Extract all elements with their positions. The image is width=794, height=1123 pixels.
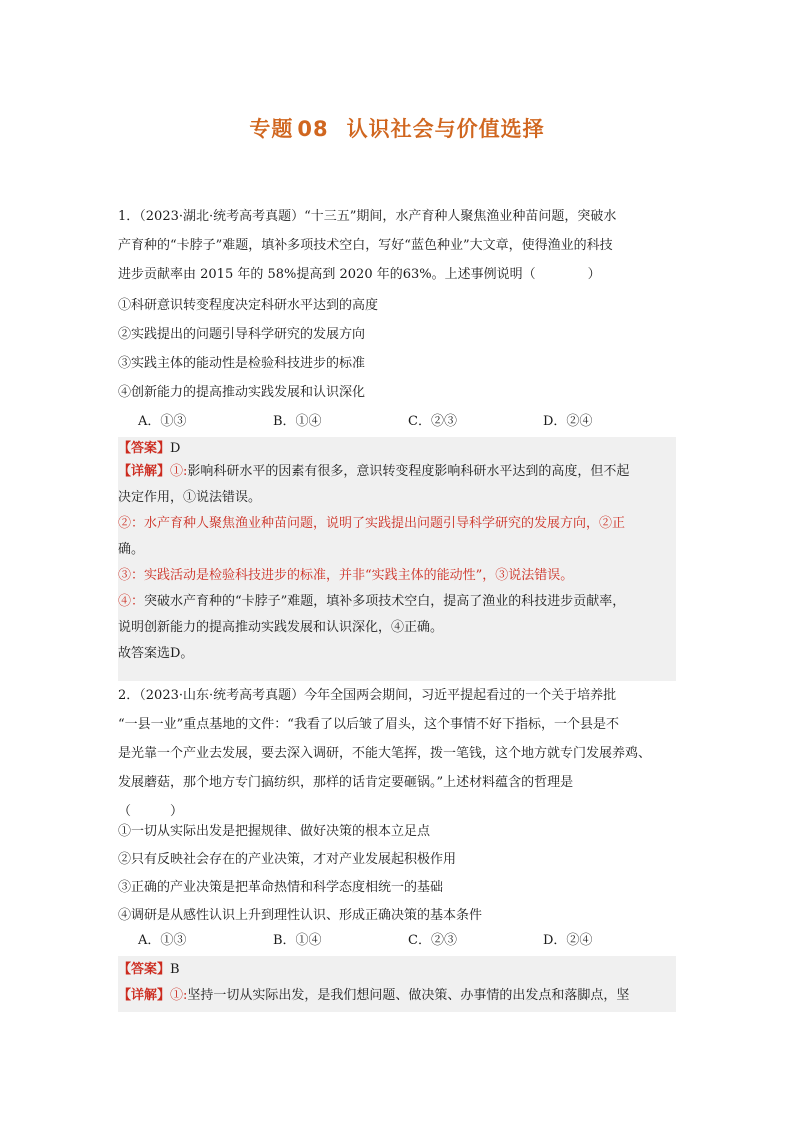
stem-line: 2．（2023·山东·统考高考真题）今年全国两会期间，习近平提起看过的一个关于培养批 xyxy=(118,688,617,703)
answer-line xyxy=(118,438,676,459)
detail-text: 突破水产育种的“卡脖子”难题，填补多项技术空白，提高了渔业的科技进步贡献率， xyxy=(144,594,626,609)
detail-line: ②：水产育种人聚焦渔业种苗问题，说明了实践提出问题引导科学研究的发展方向，②正 xyxy=(118,516,626,531)
choice-item: ③实践主体的能动性是检验科技进步的标准 xyxy=(118,356,366,371)
option-d: D．②④ xyxy=(543,933,593,948)
answer-value: B xyxy=(170,962,180,977)
answer-line xyxy=(118,957,676,982)
answer-block-1 xyxy=(118,437,676,681)
title-prefix: 专题 xyxy=(249,117,294,141)
title-text: 认识社会与价值选择 xyxy=(346,117,545,141)
detail-line: 说明创新能力的提高推动实践发展和认识深化，④正确。 xyxy=(118,620,444,635)
option-b: B．①④ xyxy=(273,933,322,948)
detail-tag: 【详解】 xyxy=(118,464,171,479)
detail-text: ③：实践活动是检验科技进步的标准，并非“实践主体的能动性”，③说法错误。 xyxy=(118,568,574,583)
detail-line xyxy=(118,563,676,589)
detail-line xyxy=(118,982,676,1010)
question-1-stem xyxy=(118,202,678,289)
option-d: D．②④ xyxy=(543,414,593,429)
answer-block-2 xyxy=(118,956,676,1012)
choice-item: ④创新能力的提高推动实践发展和认识深化 xyxy=(118,385,366,400)
choice-item: ②只有反映社会存在的产业决策，才对产业发展起积极作用 xyxy=(118,852,457,867)
option-c: C．②③ xyxy=(408,933,457,948)
detail-text: 坚持一切从实际出发，是我们想问题、做决策、办事情的出发点和落脚点，坚 xyxy=(187,988,630,1003)
choice-item: ②实践提出的问题引导科学研究的发展方向 xyxy=(118,327,366,342)
detail-line xyxy=(118,589,676,615)
conclusion-line: 故答案选D。 xyxy=(118,646,194,661)
question-2-items xyxy=(118,818,678,930)
title-number: 08 xyxy=(297,117,329,141)
stem-line: 进步贡献率由 2015 年的 58%提高到 2020 年的63%。上述事例说明（ ） xyxy=(118,267,601,282)
choice-item: ①科研意识转变程度决定科研水平达到的高度 xyxy=(118,298,379,313)
question-1-items xyxy=(118,291,678,407)
question-2-options xyxy=(118,926,698,955)
stem-line: 1．（2023·湖北·统考高考真题）“十三五”期间，水产育种人聚焦渔业种苗问题，突破水 xyxy=(118,209,617,224)
stem-line: 是光靠一个产业去发展，要去深入调研，不能大笔挥，拨一笔钱，这个地方就专门发展养鸡、 xyxy=(118,746,652,761)
detail-line: 确。 xyxy=(118,542,145,557)
page-title xyxy=(0,113,794,143)
detail-line xyxy=(118,459,676,485)
option-a: A．①③ xyxy=(138,933,187,948)
detail-line: 决定作用，①说法错误。 xyxy=(118,490,262,505)
answer-value: D xyxy=(170,441,181,456)
choice-item: ④调研是从感性认识上升到理性认识、形成正确决策的基本条件 xyxy=(118,908,483,923)
detail-mark: ①: xyxy=(170,464,188,479)
stem-line: 发展蘑菇，那个地方专门搞纺织，那样的话肯定要砸锅。”上述材料蕴含的哲理是 xyxy=(118,775,574,790)
option-c: C．②③ xyxy=(408,414,457,429)
option-a: A．①③ xyxy=(138,414,187,429)
detail-mark: ④： xyxy=(118,594,145,609)
stem-line: （ ） xyxy=(118,804,184,819)
detail-tag: 【详解】 xyxy=(118,988,171,1003)
choice-item: ③正确的产业决策是把革命热情和科学态度相统一的基础 xyxy=(118,880,444,895)
choice-item: ①一切从实际出发是把握规律、做好决策的根本立足点 xyxy=(118,824,431,839)
answer-tag: 【答案】 xyxy=(118,962,171,977)
option-b: B．①④ xyxy=(273,414,322,429)
question-1-options xyxy=(118,407,698,436)
question-2-stem xyxy=(118,681,678,826)
detail-text: 影响科研水平的因素有很多，意识转变程度影响科研水平达到的高度，但不起 xyxy=(187,464,630,479)
detail-mark: ①: xyxy=(170,988,188,1003)
stem-line: 产育种的“卡脖子”难题，填补多项技术空白，写好“蓝色种业”大文章，使得渔业的科技 xyxy=(118,238,613,253)
answer-tag: 【答案】 xyxy=(118,441,171,456)
stem-line: “一县一业”重点基地的文件：“我看了以后皱了眉头，这个事情不好下指标，一个县是不 xyxy=(118,717,619,732)
